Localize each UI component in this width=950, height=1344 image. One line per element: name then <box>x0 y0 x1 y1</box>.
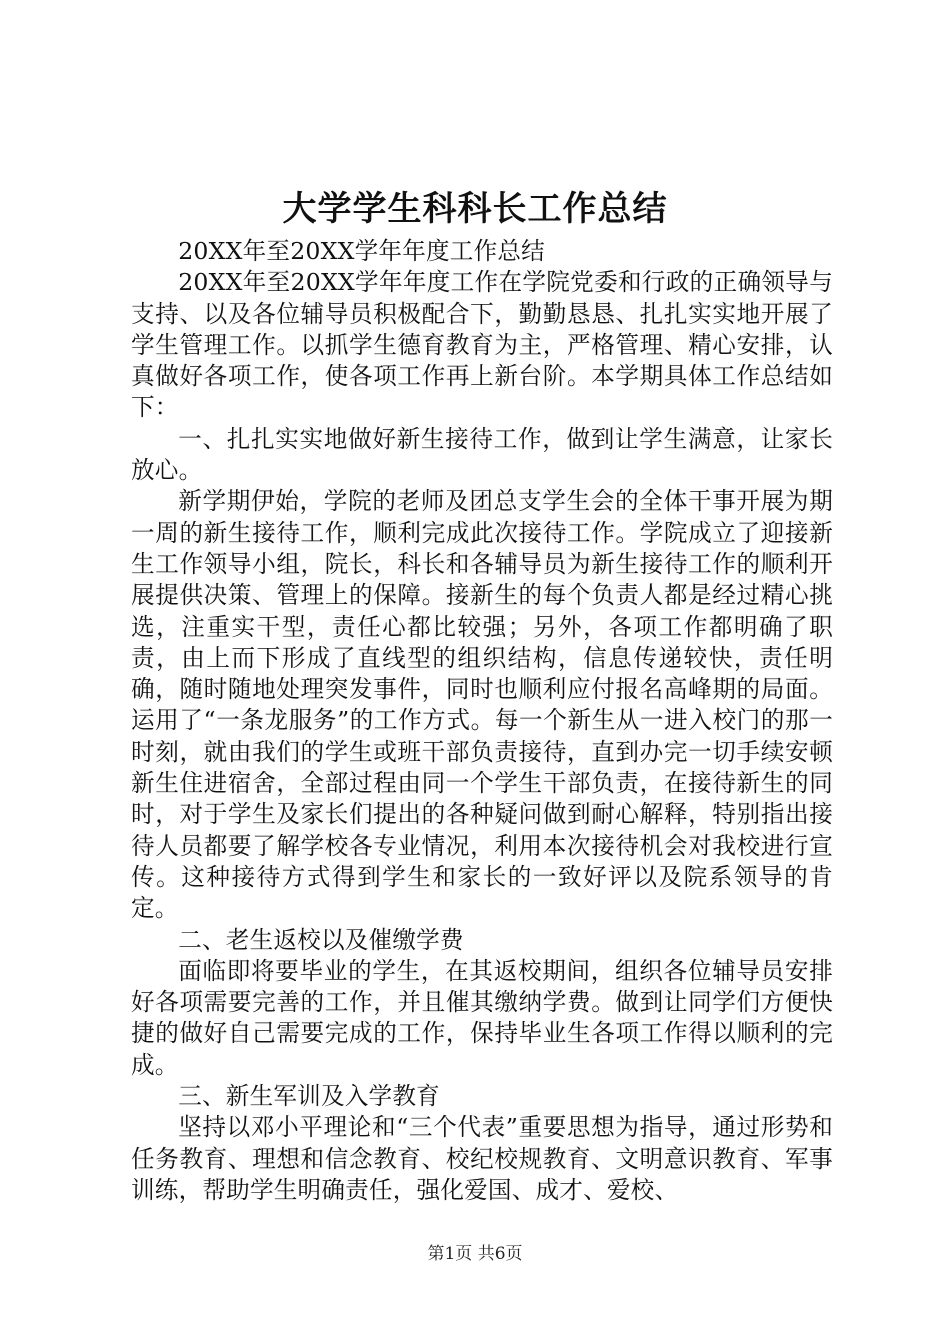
page-footer: 第1页 共6页 <box>427 1244 523 1264</box>
section-heading-3: 三、新生军训及入学教育 <box>178 1082 440 1111</box>
paragraph-intro: 20XX年至20XX学年年度工作在学院党委和行政的正确领导与支持、以及各位辅导员积极配合下，勤勤恳恳、扎扎实实地开展了学生管理工作。以抓学生德育教育为主，严格管理、精心安排，认真做好各项工作，使各项工作再上新台阶。本学期具体工作总结如下： <box>131 268 833 422</box>
paragraph-subtitle: 20XX年至20XX学年年度工作总结 <box>178 237 545 265</box>
paragraph-section-1: 新学期伊始，学院的老师及团总支学生会的全体干事开展为期一周的新生接待工作，顺利完成此次接待工作。学院成立了迎接新生工作领导小组，院长，科长和各辅导员为新生接待工作的顺利开展提供决策、管理上的保障。接新生的每个负责人都是经过精心挑选，注重实干型，责任心都比较强；另外，各项工作都明确了职责，由上而下形成了直线型的组织结构，信息传递较快，责任明确，随时随地处理突发事件，同时也顺利应付报名高峰期的局面。运用了“一条龙服务”的工作方式。每一个新生从一进入校门的那一时刻，就由我们的学生或班干部负责接待，直到办完一切手续安顿新生住进宿舍，全部过程由同一个学生干部负责，在接待新生的同时，对于学生及家长们提出的各种疑问做到耐心解释，特别指出接待人员都要了解学校各专业情况，利用本次接待机会对我校进行宣传。这种接待方式得到学生和家长的一致好评以及院系领导的肯定。 <box>131 487 833 923</box>
document-title: 大学学生科科长工作总结 <box>282 189 668 229</box>
document-body <box>131 236 833 1206</box>
paragraph-section-3: 坚持以邓小平理论和“三个代表”重要思想为指导，通过形势和任务教育、理想和信念教育、校纪校规教育、文明意识教育、军事训练，帮助学生明确责任，强化爱国、成才、爱校、 <box>131 1113 833 1204</box>
section-heading-2: 二、老生返校以及催缴学费 <box>178 925 464 954</box>
paragraph-section-2: 面临即将要毕业的学生，在其返校期间，组织各位辅导员安排好各项需要完善的工作，并且催其缴纳学费。做到让同学们方便快捷的做好自己需要完成的工作，保持毕业生各项工作得以顺利的完成。 <box>131 956 833 1079</box>
section-heading-1: 一、扎扎实实地做好新生接待工作，做到让学生满意，让家长放心。 <box>131 424 833 485</box>
